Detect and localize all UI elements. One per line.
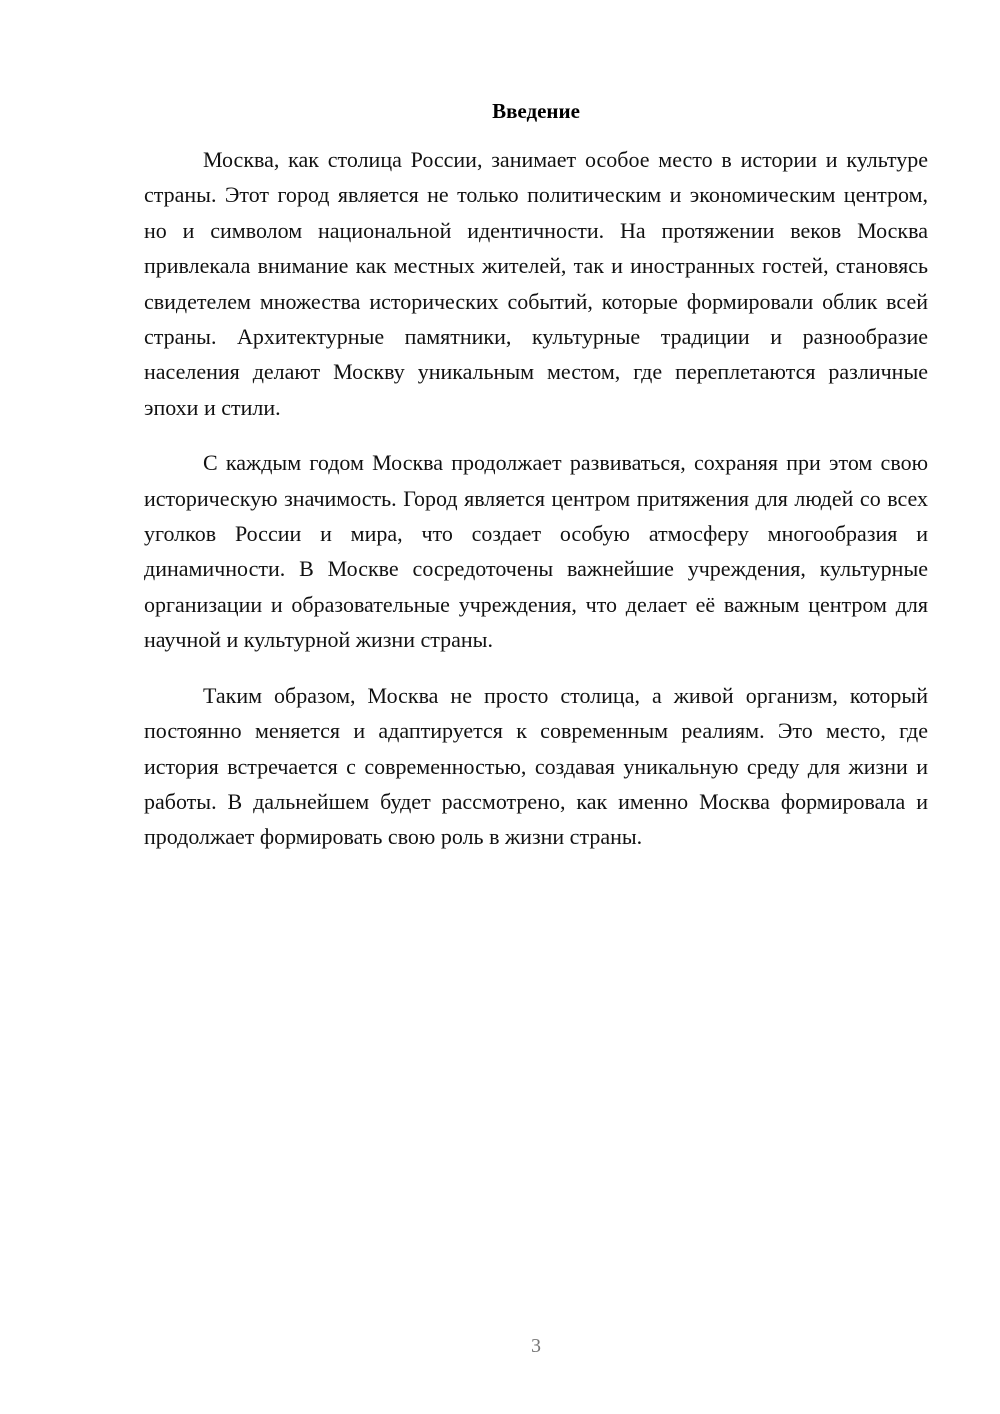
paragraph-1: Москва, как столица России, занимает особое место в истории и культуре страны. Этот город является не только политическим и экономическим центром, но и символом национальной идентичности. На протяжении веков Москва привлекала внимание как местных жителей, так и иностранных гостей, становясь свидетелем множества исторических событий, которые формировали облик всей страны. Архитектурные памятники, культурные традиции и разнообразие населения делают Москву уникальным местом, где переплетаются различные эпохи и стили.	[144, 147, 928, 420]
paragraph-3: Таким образом, Москва не просто столица, а живой организм, который постоянно меняется и адаптируется к современным реалиям. Это место, где история встречается с современностью, создавая уникальную среду для жизни и работы. В дальнейшем будет рассмотрено, как именно Москва формировала и продолжает формировать свою роль в жизни страны.	[144, 682, 928, 850]
paragraph-2: С каждым годом Москва продолжает развиваться, сохраняя при этом свою историческую значимость. Город является центром притяжения для людей со всех уголков России и мира, что создает особую атмосферу многообразия и динамичности. В Москве сосредоточены важнейшие учреждения, культурные организации и образовательные учреждения, что делает её важным центром для научной и культурной жизни страны.	[144, 450, 928, 653]
document-body	[144, 142, 928, 875]
section-title: Введение	[492, 99, 580, 123]
page-number: 3	[531, 1335, 541, 1357]
